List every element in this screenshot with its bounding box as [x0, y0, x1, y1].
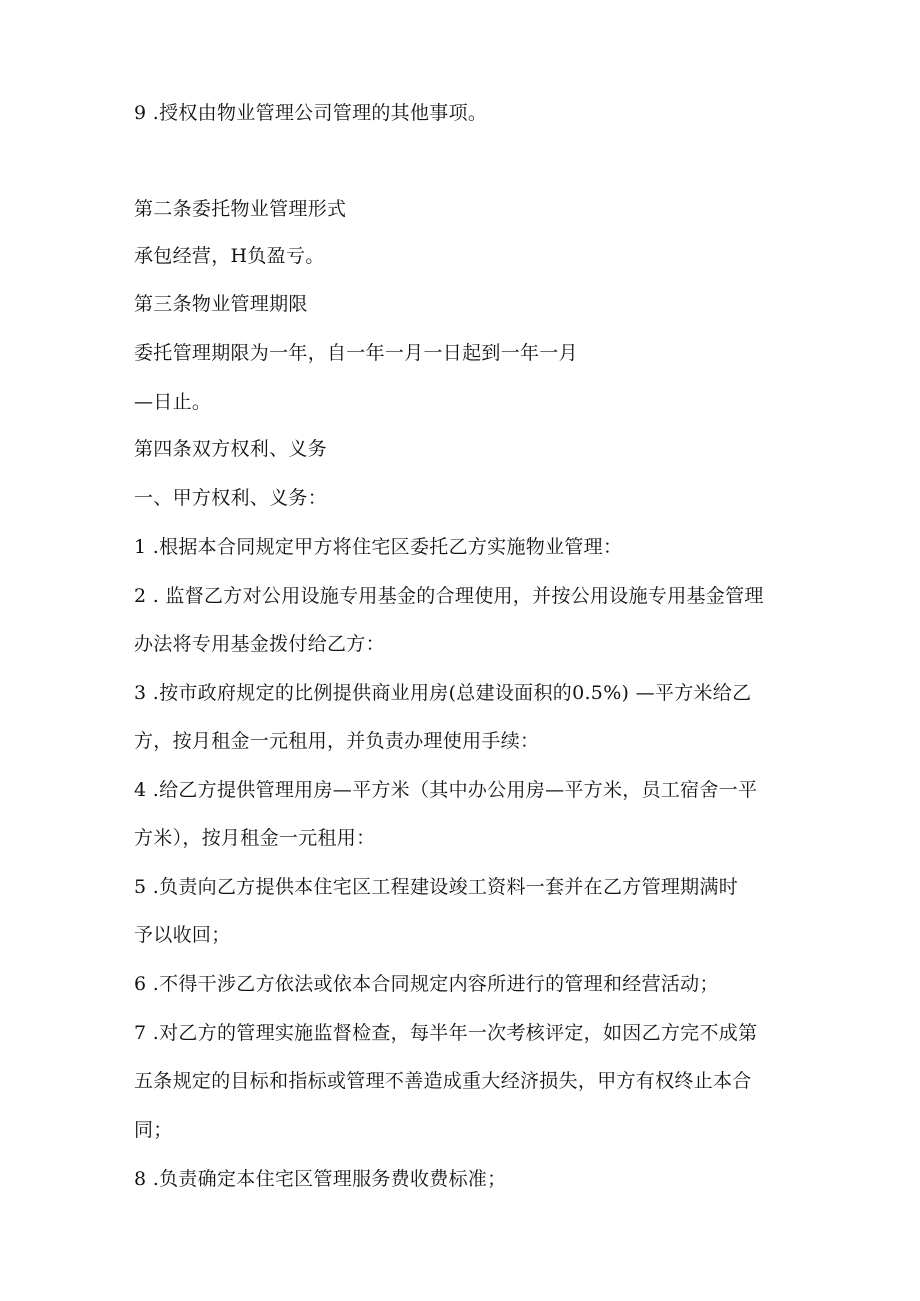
party-a-item-3-line-1: 3 .按市政府规定的比例提供商业用房(总建设面积的0.5%) —平方米给乙 [134, 682, 752, 704]
party-a-item-2-line-2: 办法将专用基金拨付给乙方： [134, 633, 385, 655]
article-3-body-line-1: 委托管理期限为一年，自一年一月一日起到一年一月 [134, 342, 578, 364]
party-a-item-4-line-2: 方米），按月租金一元租用： [134, 827, 376, 849]
party-a-item-8: 8 .负责确定本住宅区管理服务费收费标准； [134, 1168, 507, 1190]
party-a-item-2-line-1: 2 . 监督乙方对公用设施专用基金的合理使用，并按公用设施专用基金管理 [134, 585, 764, 607]
party-a-heading: 一、甲方权利、义务： [134, 487, 328, 509]
party-a-item-3-line-2: 方，按月租金一元租用，并负责办理使用手续： [134, 730, 540, 752]
party-a-item-5-line-1: 5 .负责向乙方提供本住宅区工程建设竣工资料一套并在乙方管理期满时 [134, 876, 739, 898]
item-9-line: 9 .授权由物业管理公司管理的其他事项。 [134, 102, 488, 124]
article-3-body-line-2: —日止。 [134, 391, 212, 413]
party-a-item-6: 6 .不得干涉乙方依法或依本合同规定内容所进行的管理和经营活动； [134, 973, 719, 995]
article-2-heading: 第二条委托物业管理形式 [134, 198, 347, 220]
article-3-heading: 第三条物业管理期限 [134, 293, 308, 315]
party-a-item-5-line-2: 予以收回； [134, 924, 231, 946]
party-a-item-1: 1 .根据本合同规定甲方将住宅区委托乙方实施物业管理： [134, 536, 623, 558]
party-a-item-7-line-3: 同； [134, 1119, 173, 1141]
party-a-item-7-line-2: 五条规定的目标和指标或管理不善造成重大经济损失，甲方有权终止本合 [134, 1070, 752, 1092]
party-a-item-7-line-1: 7 .对乙方的管理实施监督检查，每半年一次考核评定，如因乙方完不成第 [134, 1022, 758, 1044]
party-a-item-4-line-1: 4 .给乙方提供管理用房—平方米（其中办公用房—平方米，员工宿舍一平 [134, 779, 758, 801]
article-4-heading: 第四条双方权利、义务 [134, 438, 328, 460]
article-2-body: 承包经营，H负盈亏。 [134, 245, 325, 267]
